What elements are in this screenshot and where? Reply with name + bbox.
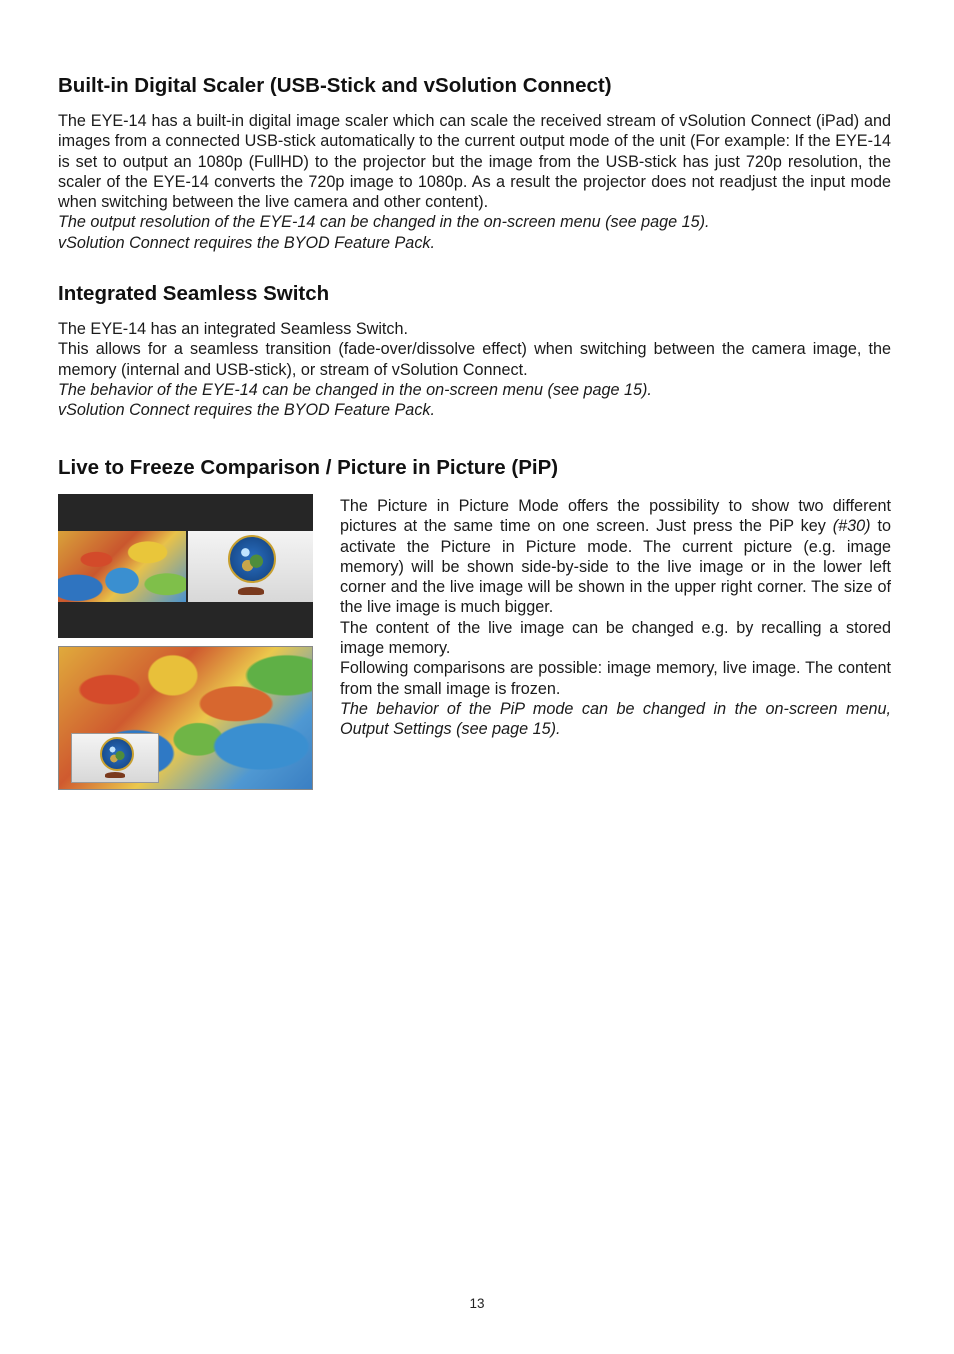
globe-stand	[238, 587, 264, 595]
pip-key-ref: (#30)	[832, 517, 871, 536]
paragraph: The EYE-14 has a built-in digital image scaler which can scale the received stream of vSolution Connect (iPad) and images from a connected USB-stick automatically to the current output mode of the unit (For example: If the EYE-14 is set to output an 1080p (FullHD) to the projector but the image from the USB-stick has just 720p resolution, the scaler of the EYE-14 converts the 720p image to 1080p. As a result the projector does not readjust the input mode when switching between the live camera and other content).	[58, 112, 891, 212]
note-byod: vSolution Connect requires the BYOD Feature Pack.	[58, 401, 435, 420]
section-body-seamless-switch	[58, 319, 891, 420]
paragraph: The content of the live image can be changed e.g. by recalling a stored image memory.	[340, 618, 891, 658]
globe-icon	[100, 737, 134, 771]
map-image	[58, 531, 186, 602]
section-body-digital-scaler	[58, 111, 891, 253]
paragraph: The EYE-14 has an integrated Seamless Switch.	[58, 320, 409, 338]
side-by-side-image	[58, 494, 313, 638]
paragraph	[340, 496, 891, 618]
section-heading-pip: Live to Freeze Comparison / Picture in Picture (PiP)	[58, 456, 559, 479]
pip-overlay-image	[58, 646, 313, 790]
paragraph: Following comparisons are possible: image memory, live image. The content from the small image is frozen.	[340, 659, 891, 698]
section-heading-digital-scaler: Built-in Digital Scaler (USB-Stick and vSolution Connect)	[58, 74, 612, 97]
note-output-resolution: The output resolution of the EYE-14 can be changed in the on-screen menu (see page 15).	[58, 213, 710, 232]
page-number: 13	[469, 1296, 485, 1311]
note-behavior: The behavior of the EYE-14 can be changed in the on-screen menu (see page 15).	[58, 380, 652, 399]
pip-inset-image	[71, 733, 159, 783]
section-body-pip	[340, 496, 891, 740]
section-heading-seamless-switch: Integrated Seamless Switch	[58, 282, 330, 305]
live-globe-image	[188, 531, 313, 602]
text: The Picture in Picture Mode offers the possibility to show two different pictures at the same time on one screen. Just press the PiP key	[340, 497, 891, 536]
text: to activate the Picture in Picture mode. The current picture (e.g. image memory) will be shown side-by-side to the live image or in the lower left corner and the live image will be shown in the upper right corner. The size of the live image is much bigger.	[340, 517, 891, 617]
note-pip-behavior: The behavior of the PiP mode can be changed in the on-screen menu, Output Settings (see page 15).	[340, 699, 891, 739]
paragraph: This allows for a seamless transition (fade-over/dissolve effect) when switching between the camera image, the memory (internal and USB-stick), or stream of vSolution Connect.	[58, 340, 891, 379]
note-byod: vSolution Connect requires the BYOD Feature Pack.	[58, 233, 435, 252]
globe-icon	[228, 535, 276, 583]
globe-stand	[105, 772, 125, 778]
